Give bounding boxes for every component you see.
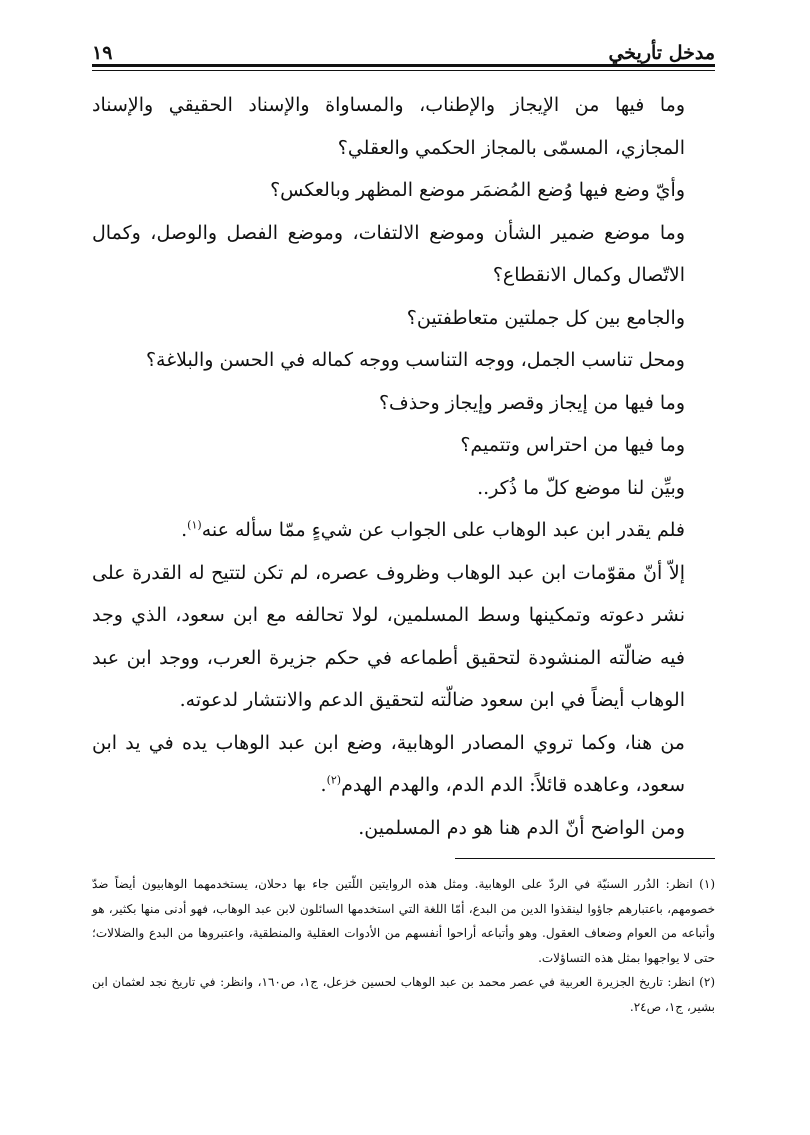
paragraph: إلاّ أنّ مقوّمات ابن عبد الوهاب وظروف عصره، لم تكن لتتيح له القدرة على نشر دعوته وتمكينها وسط المسلمين، لولا تحالفه مع ابن سعود، الذي وجد فيه ضالّته المنشودة لتحقيق أطماعه في حكم جزيرة العرب، ووجد ابن عبد الوهاب أيضاً في ابن سعود ضالّته لتحقيق الدعم والانتشار لدعوته. — [92, 561, 685, 711]
footnote-separator — [455, 858, 715, 859]
paragraph: وما فيها من احتراس وتتميم؟ — [460, 434, 685, 456]
paragraph: وما فيها من الإيجاز والإطناب، والمساواة والإسناد الحقيقي والإسناد المجازي، المسمّى بالمجاز الحكمي والعقلي؟ — [92, 94, 685, 159]
chapter-title: مدخل تأريخي — [608, 42, 715, 64]
paragraph: ومحل تناسب الجمل، ووجه التناسب ووجه كماله في الحسن والبلاغة؟ — [145, 349, 685, 371]
page-number: ١٩ — [92, 42, 113, 64]
paragraph — [92, 722, 715, 807]
running-header — [92, 28, 715, 64]
paragraph-end: . — [181, 519, 188, 541]
footnote-ref-1: (١) — [187, 518, 202, 532]
footnotes — [92, 872, 715, 1019]
paragraph: وأيّ وضع فيها وُضع المُضمَر موضع المظهر وبالعكس؟ — [270, 179, 685, 201]
header-rule-thick — [92, 64, 715, 67]
footnote-2: (٢) انظر: تاريخ الجزيرة العربية في عصر محمد بن عبد الوهاب لحسين خزعل، ج١، ص١٦٠، وانظر: في تاريخ نجد لعثمان ابن بشير، ج١، ص٢٤. — [92, 975, 715, 1014]
paragraph: ومن الواضح أنّ الدم هنا هو دم المسلمين. — [358, 816, 685, 839]
paragraph: والجامع بين كل جملتين متعاطفتين؟ — [406, 306, 685, 329]
footnote-1: (١) انظر: الدُرر السنيّة في الردّ على الوهابية. ومثل هذه الروايتين اللّتين جاء بها دحلان، يستخدمهما الوهابيون أيضاً ضدّ خصومهم، باعتبارهم جاؤوا لينقذوا الدين من البدع، أمّا اللغة التي استخدمها السائلون لابن عبد الوهاب، فهو أدنى منها بكثير، هو وأتباعه من العوام وضعاف العقول. وهو وأتباعه أراحوا أنفسهم من الأدوات العقلية والمنطقية، واعتبروها من البدع والضلالات؛ حتى لا يواجهوا بمثل هذه التساؤلات. — [92, 877, 715, 965]
main-text — [92, 84, 715, 849]
paragraph: وما فيها من إيجاز وقصر وإيجاز وحذف؟ — [378, 391, 685, 414]
paragraph: وبيِّن لنا موضع كلّ ما ذُكر.. — [477, 476, 685, 499]
paragraph-end: . — [320, 774, 327, 796]
footnote-ref-2: (٢) — [326, 773, 342, 787]
paragraph: وما موضع ضمير الشأن وموضع الالتفات، وموضع الفصل والوصل، وكمال الاتّصال وكمال الانقطاع؟ — [92, 221, 685, 286]
paragraph — [92, 509, 715, 552]
paragraph-text: من هنا، وكما تروي المصادر الوهابية، وضع ابن عبد الوهاب يده في يد ابن سعود، وعاهده قائلاً: الدم الدم، والهدم الهدم — [92, 731, 685, 796]
paragraph-text: فلم يقدر ابن عبد الوهاب على الجواب عن شيءٍ ممّا سأله عنه — [201, 519, 685, 541]
header-rule-thin — [92, 70, 715, 71]
